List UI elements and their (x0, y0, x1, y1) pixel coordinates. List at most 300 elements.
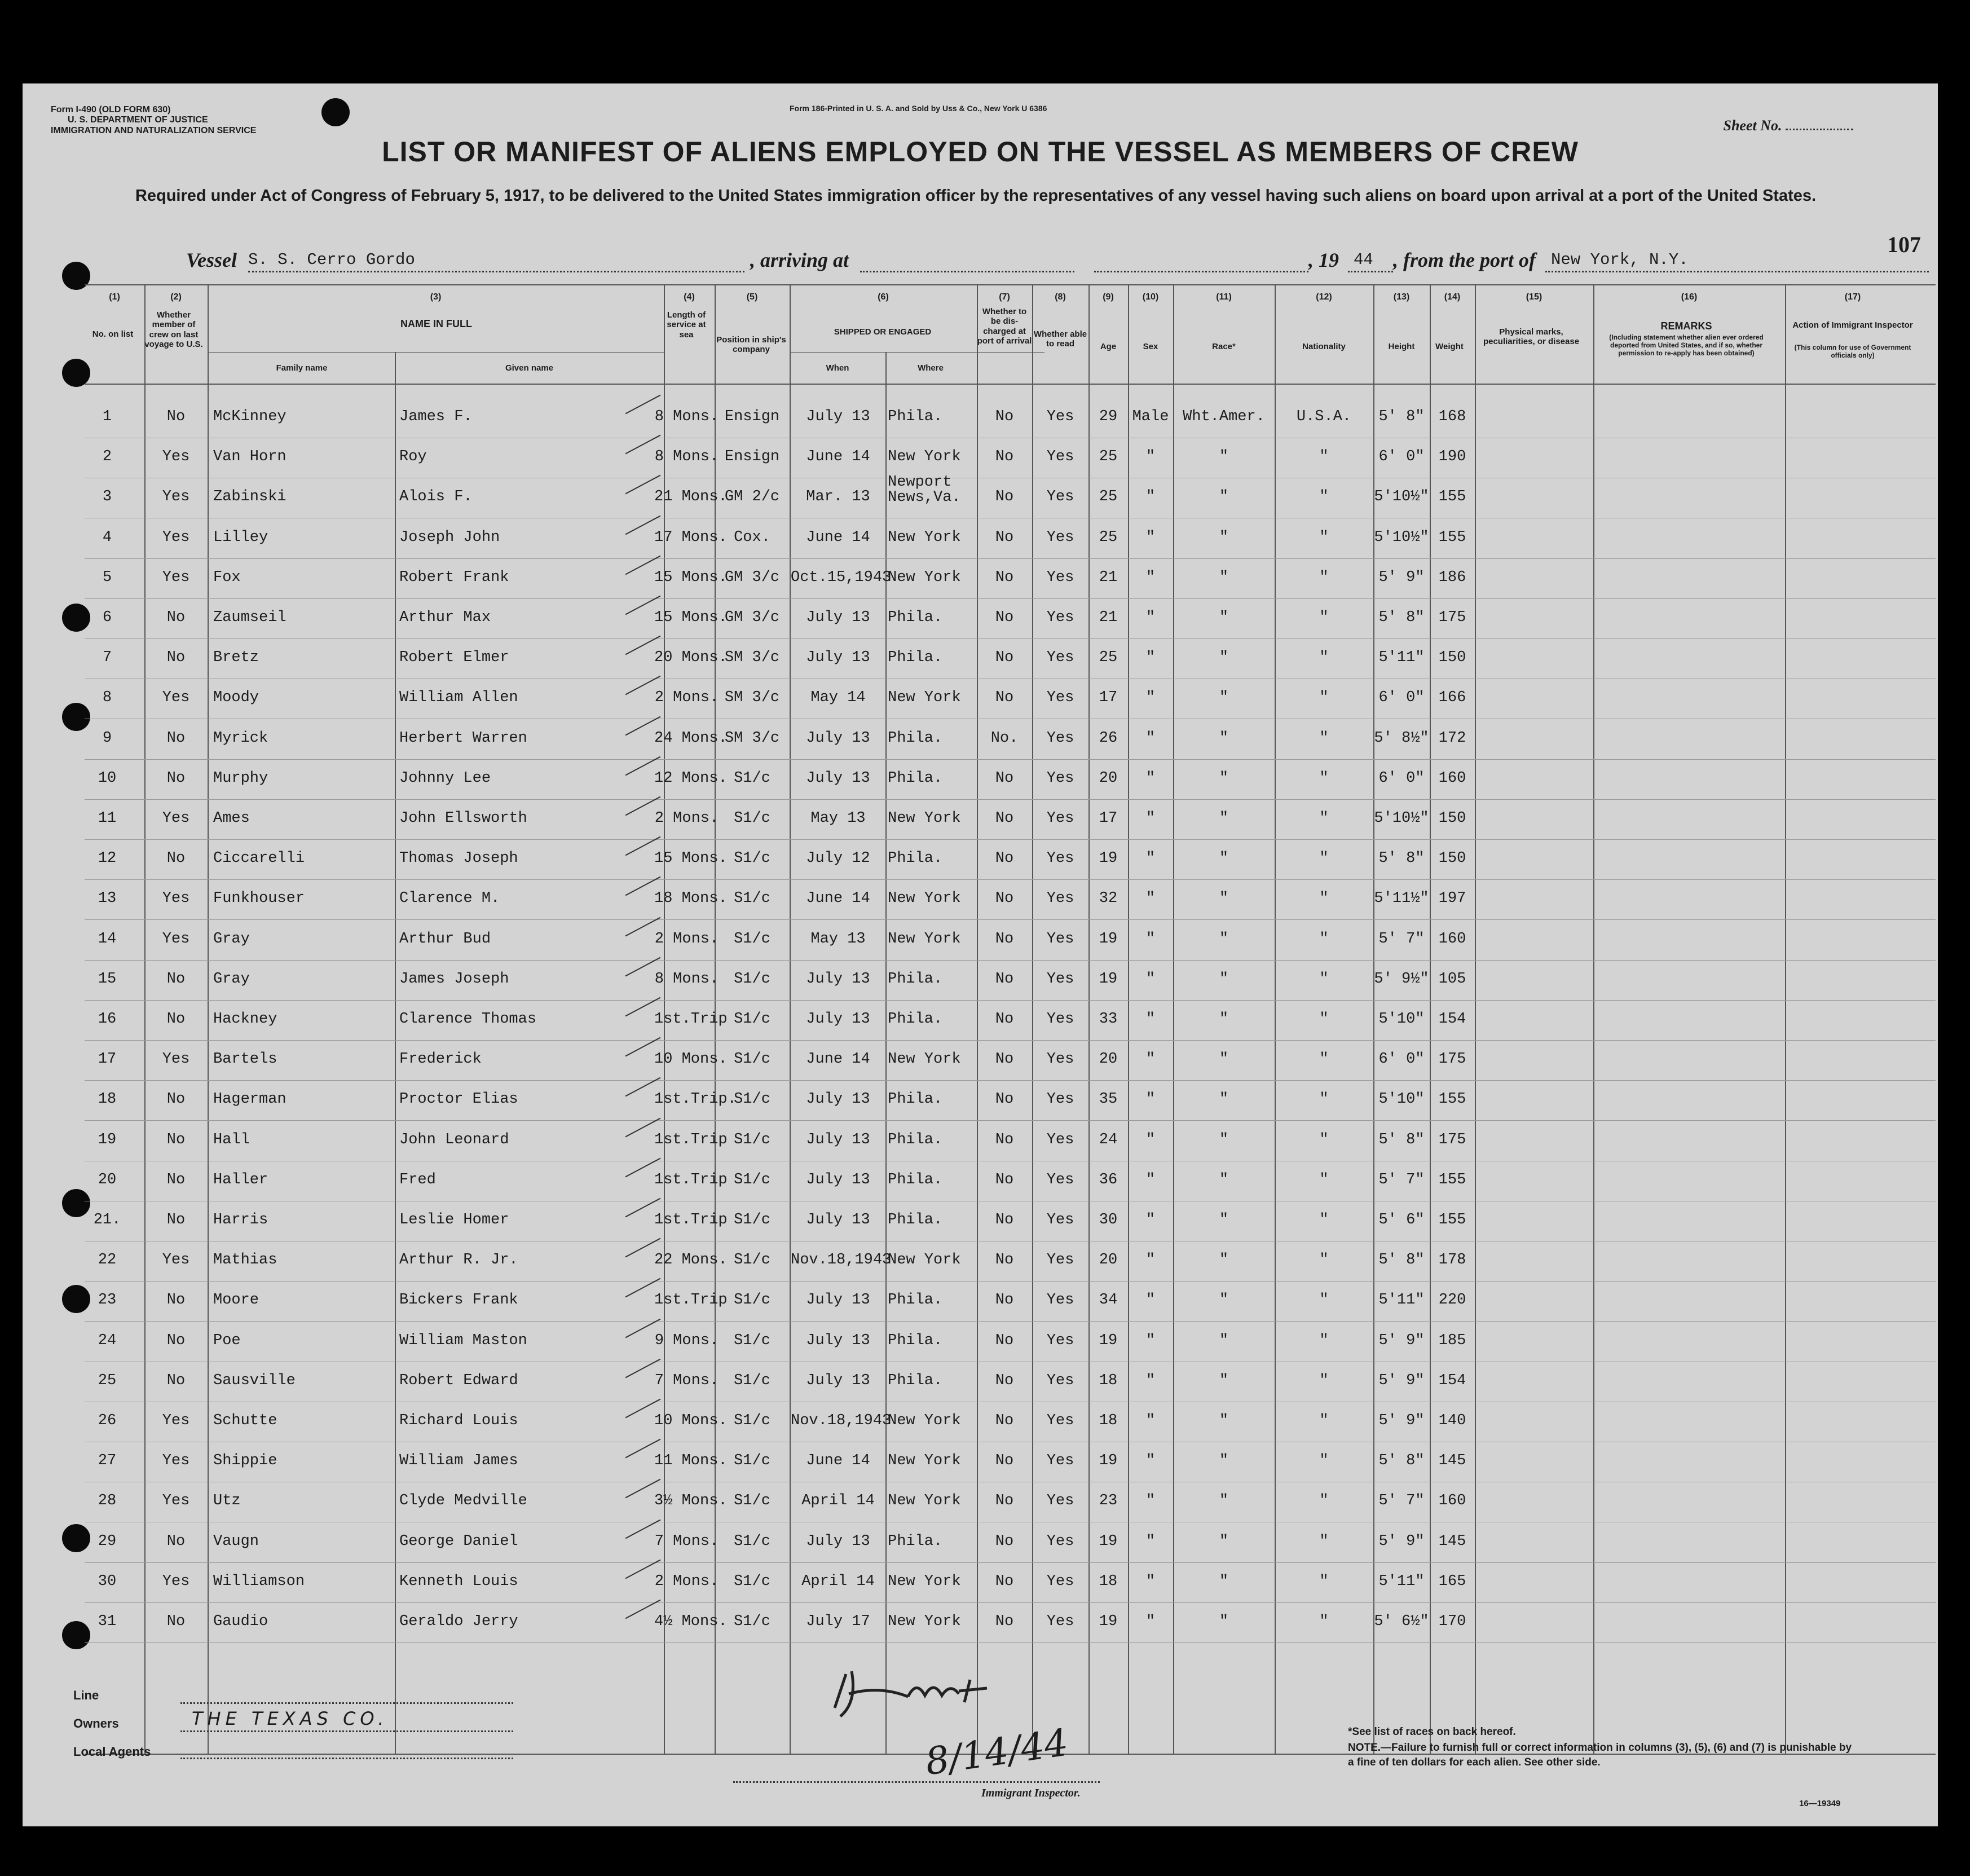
service-length-cell: 8 Mons. (654, 448, 719, 466)
weight-cell: 175 (1438, 1131, 1466, 1148)
able-to-read-cell: Yes (1046, 1452, 1074, 1470)
discharged-cell: No (995, 689, 1014, 707)
weight-cell: 155 (1438, 529, 1466, 546)
column-number: (1) (109, 292, 120, 302)
discharged-cell: No (995, 1091, 1014, 1108)
position-cell: Ensign (724, 408, 780, 425)
header-sex: Sex (1143, 342, 1158, 351)
discharged-cell: No (995, 1412, 1014, 1429)
discharged-cell: No (995, 1212, 1014, 1228)
age-cell: 21 (1099, 569, 1118, 586)
age-cell: 17 (1099, 810, 1118, 827)
header-action-note: (This column for use of Government officials only) (1794, 344, 1911, 359)
shipped-where-cell: Newport News,Va. (888, 474, 961, 507)
shipped-when-cell: April 14 (801, 1492, 875, 1510)
height-cell: 5' 9" (1378, 1332, 1425, 1349)
position-cell: S1/c (734, 810, 770, 827)
sex-cell: " (1145, 1171, 1156, 1188)
column-number: (6) (878, 292, 889, 302)
family-name-cell: Myrick (213, 729, 268, 747)
able-to-read-cell: Yes (1046, 1332, 1074, 1349)
sex-cell: " (1145, 810, 1156, 827)
able-to-read-cell: Yes (1046, 488, 1074, 506)
given-name-cell: Robert Elmer (399, 649, 509, 667)
family-name-cell: Moore (213, 1292, 259, 1309)
shipped-where-cell: Phila. (888, 729, 943, 747)
header-nationality: Nationality (1302, 342, 1346, 351)
weight-cell: 190 (1438, 448, 1466, 466)
discharged-cell: No (995, 488, 1014, 506)
weight-cell: 155 (1438, 1212, 1466, 1228)
discharged-cell: No (995, 1532, 1014, 1550)
row-divider (85, 558, 1936, 559)
sex-cell: " (1145, 1212, 1156, 1228)
shipped-where-cell: Phila. (888, 1091, 943, 1108)
position-cell: Cox. (734, 529, 770, 546)
shipped-when-cell: July 13 (806, 1131, 870, 1148)
height-cell: 5'11" (1378, 649, 1425, 667)
row-number: 1 (102, 408, 112, 425)
age-cell: 19 (1099, 1613, 1118, 1630)
discharged-cell: No (995, 1131, 1014, 1148)
weight-cell: 186 (1438, 569, 1466, 586)
shipped-when-cell: June 14 (806, 448, 870, 466)
shipped-where-cell: Phila. (888, 1212, 943, 1228)
shipped-where-cell: Phila. (888, 850, 943, 867)
shipped-when-cell: April 14 (801, 1573, 875, 1590)
family-name-cell: McKinney (213, 408, 287, 425)
given-name-cell: Clarence Thomas (399, 1011, 537, 1028)
name-sub-divider (209, 352, 664, 353)
able-to-read-cell: Yes (1046, 810, 1074, 827)
row-number: 26 (98, 1412, 117, 1429)
shipped-where-cell: New York (888, 890, 961, 908)
family-name-cell: Gaudio (213, 1613, 268, 1630)
discharged-cell: No (995, 769, 1014, 787)
race-cell: " (1219, 569, 1229, 586)
shipped-where-cell: New York (888, 1412, 961, 1429)
shipped-where-cell: Phila. (888, 970, 943, 988)
given-name-cell: Arthur R. Jr. (399, 1252, 518, 1269)
sex-cell: " (1145, 529, 1156, 546)
position-cell: GM 2/c (724, 488, 780, 506)
able-to-read-cell: Yes (1046, 1532, 1074, 1550)
given-name-cell: William Allen (399, 689, 518, 707)
given-name-cell: Fred (399, 1171, 436, 1188)
service-length-cell: 10 Mons. (654, 1412, 728, 1429)
shipped-when-cell: July 13 (806, 769, 870, 787)
able-to-read-cell: Yes (1046, 930, 1074, 948)
shipped-where-cell: New York (888, 1492, 961, 1510)
family-name-cell: Hackney (213, 1011, 277, 1028)
position-cell: S1/c (734, 1091, 770, 1108)
age-cell: 24 (1099, 1131, 1118, 1148)
family-name-cell: Mathias (213, 1252, 277, 1269)
crew-member-value: Yes (162, 488, 190, 506)
position-cell: SM 3/c (724, 649, 780, 667)
sex-cell: " (1145, 1613, 1156, 1630)
crew-member-value: No (166, 1532, 186, 1550)
discharged-cell: No (995, 1051, 1014, 1068)
age-cell: 19 (1099, 850, 1118, 867)
able-to-read-cell: Yes (1046, 1011, 1074, 1028)
nationality-cell: " (1319, 689, 1329, 707)
row-divider (85, 799, 1936, 800)
weight-cell: 155 (1438, 1091, 1466, 1108)
nationality-cell: " (1319, 1532, 1329, 1550)
sex-cell: " (1145, 890, 1156, 908)
race-cell: " (1219, 970, 1229, 988)
shipped-when-cell: Nov.18,1943 (791, 1412, 892, 1429)
shipped-where-cell: New York (888, 810, 961, 827)
race-cell: " (1219, 769, 1229, 787)
given-name-cell: James Joseph (399, 970, 509, 988)
column-number: (5) (746, 292, 758, 302)
crew-member-value: No (166, 1131, 186, 1148)
age-cell: 26 (1099, 729, 1118, 747)
row-number: 10 (98, 769, 117, 787)
shipped-where-cell: Phila. (888, 649, 943, 667)
crew-member-value: Yes (162, 689, 190, 707)
shipped-when-cell: Nov.18,1943 (791, 1252, 892, 1269)
height-cell: 5' 8½" (1374, 729, 1429, 747)
nationality-cell: " (1319, 1452, 1329, 1470)
nationality-cell: " (1319, 970, 1329, 988)
position-cell: S1/c (734, 1292, 770, 1309)
discharged-cell: No (995, 609, 1014, 626)
family-name-cell: Utz (213, 1492, 241, 1510)
position-cell: GM 3/c (724, 569, 780, 586)
crew-member-value: Yes (162, 1452, 190, 1470)
weight-cell: 172 (1438, 729, 1466, 747)
able-to-read-cell: Yes (1046, 850, 1074, 867)
footer-agents-label: Local Agents (73, 1745, 151, 1759)
row-number: 21. (93, 1212, 121, 1228)
position-cell: S1/c (734, 1252, 770, 1269)
column-number: (4) (684, 292, 695, 302)
family-name-cell: Shippie (213, 1452, 277, 1470)
height-cell: 5' 6½" (1374, 1613, 1429, 1630)
position-cell: S1/c (734, 1131, 770, 1148)
crew-member-value: No (166, 1332, 186, 1349)
row-number: 31 (98, 1613, 117, 1630)
shipped-when-cell: May 13 (810, 810, 866, 827)
nationality-cell: " (1319, 1011, 1329, 1028)
age-cell: 18 (1099, 1372, 1118, 1389)
row-number: 20 (98, 1171, 117, 1188)
crew-member-value: No (166, 1011, 186, 1028)
weight-cell: 197 (1438, 890, 1466, 908)
column-number: (3) (430, 292, 442, 302)
race-cell: " (1219, 1613, 1229, 1630)
shipped-when-cell: July 13 (806, 970, 870, 988)
row-number: 12 (98, 850, 117, 867)
year-value: 44 (1354, 250, 1373, 269)
shipped-when-cell: July 13 (806, 1171, 870, 1188)
crew-member-value: No (166, 1292, 186, 1309)
given-name-cell: John Ellsworth (399, 810, 527, 827)
service-length-cell: 2 Mons. (654, 1573, 719, 1590)
able-to-read-cell: Yes (1046, 689, 1074, 707)
weight-cell: 150 (1438, 810, 1466, 827)
weight-cell: 105 (1438, 970, 1466, 988)
column-number: (2) (170, 292, 182, 302)
position-cell: S1/c (734, 890, 770, 908)
family-name-cell: Murphy (213, 769, 268, 787)
sex-cell: " (1145, 1051, 1156, 1068)
service-length-cell: 12 Mons. (654, 769, 728, 787)
weight-cell: 160 (1438, 1492, 1466, 1510)
height-cell: 6' 0" (1378, 689, 1425, 707)
sex-cell: " (1145, 569, 1156, 586)
discharged-cell: No (995, 529, 1014, 546)
age-cell: 17 (1099, 689, 1118, 707)
position-cell: S1/c (734, 1011, 770, 1028)
family-name-cell: Poe (213, 1332, 241, 1349)
sex-cell: " (1145, 1252, 1156, 1269)
given-name-cell: Proctor Elias (399, 1091, 518, 1108)
discharged-cell: No (995, 448, 1014, 466)
service-length-cell: 10 Mons. (654, 1051, 728, 1068)
service-length-cell: 21 Mons. (654, 488, 728, 506)
able-to-read-cell: Yes (1046, 529, 1074, 546)
discharged-cell: No (995, 1011, 1014, 1028)
sex-cell: " (1145, 769, 1156, 787)
shipped-where-cell: Phila. (888, 1292, 943, 1309)
column-divider (1785, 284, 1786, 1754)
shipped-where-cell: New York (888, 529, 961, 546)
age-cell: 19 (1099, 1532, 1118, 1550)
given-name-cell: Frederick (399, 1051, 482, 1068)
race-cell: " (1219, 1171, 1229, 1188)
service-length-cell: 24 Mons. (654, 729, 728, 747)
race-cell: " (1219, 890, 1229, 908)
sex-cell: " (1145, 1332, 1156, 1349)
service-length-cell: 3½ Mons. (654, 1492, 728, 1510)
able-to-read-cell: Yes (1046, 769, 1074, 787)
row-number: 3 (102, 488, 112, 506)
column-number: (13) (1393, 292, 1410, 302)
given-name-cell: Clyde Medville (399, 1492, 527, 1510)
column-number: (12) (1316, 292, 1332, 302)
weight-cell: 150 (1438, 850, 1466, 867)
height-cell: 5' 7" (1378, 1171, 1425, 1188)
height-cell: 6' 0" (1378, 1051, 1425, 1068)
row-number: 11 (98, 810, 117, 827)
service-length-cell: 15 Mons. (654, 850, 728, 867)
crew-table (85, 284, 1936, 1754)
nationality-cell: " (1319, 930, 1329, 948)
sex-cell: " (1145, 1011, 1156, 1028)
form-id-line: U. S. DEPARTMENT OF JUSTICE (68, 115, 208, 125)
sex-cell: " (1145, 488, 1156, 506)
race-cell: " (1219, 1131, 1229, 1148)
header-action: Action of Immigrant Inspector (1792, 320, 1913, 330)
able-to-read-cell: Yes (1046, 649, 1074, 667)
row-number: 13 (98, 890, 117, 908)
shipped-when-cell: July 13 (806, 649, 870, 667)
manifest-sheet (23, 83, 1938, 1826)
nationality-cell: " (1319, 609, 1329, 626)
shipped-when-cell: July 13 (806, 729, 870, 747)
height-cell: 5' 9" (1378, 569, 1425, 586)
position-cell: S1/c (734, 1412, 770, 1429)
crew-member-value: No (166, 1212, 186, 1228)
header-race: Race* (1212, 342, 1236, 351)
column-number: (10) (1142, 292, 1159, 302)
family-name-cell: Sausville (213, 1372, 296, 1389)
service-length-cell: 1st.Trip. (654, 1091, 737, 1108)
vessel-line (186, 248, 1765, 276)
weight-cell: 145 (1438, 1452, 1466, 1470)
service-length-cell: 1st.Trip (654, 1131, 728, 1148)
header-age: Age (1100, 342, 1117, 351)
weight-cell: 178 (1438, 1252, 1466, 1269)
race-cell: " (1219, 1292, 1229, 1309)
nationality-cell: " (1319, 890, 1329, 908)
sex-cell: " (1145, 1372, 1156, 1389)
family-name-cell: Gray (213, 970, 250, 988)
row-number: 25 (98, 1372, 117, 1389)
shipped-where-cell: New York (888, 1452, 961, 1470)
position-cell: SM 3/c (724, 729, 780, 747)
race-cell: " (1219, 529, 1229, 546)
crew-member-value: Yes (162, 1252, 190, 1269)
weight-cell: 175 (1438, 1051, 1466, 1068)
discharged-cell: No (995, 890, 1014, 908)
service-length-cell: 4½ Mons. (654, 1613, 728, 1630)
family-name-cell: Moody (213, 689, 259, 707)
shipped-where-cell: New York (888, 1252, 961, 1269)
able-to-read-cell: Yes (1046, 1171, 1074, 1188)
shipped-sub-divider (790, 352, 1045, 353)
row-divider (85, 1120, 1936, 1121)
given-name-cell: Alois F. (399, 488, 473, 506)
discharged-cell: No (995, 1613, 1014, 1630)
race-cell: " (1219, 649, 1229, 667)
row-divider (85, 1000, 1936, 1001)
form-code: 16—19349 (1799, 1799, 1841, 1808)
vessel-value: S. S. Cerro Gordo (248, 250, 415, 269)
weight-cell: 220 (1438, 1292, 1466, 1309)
able-to-read-cell: Yes (1046, 448, 1074, 466)
footer-owners-value: THE TEXAS CO. (192, 1708, 389, 1729)
nationality-cell: " (1319, 488, 1329, 506)
sex-cell: " (1145, 1091, 1156, 1108)
row-number: 17 (98, 1051, 117, 1068)
shipped-when-cell: July 13 (806, 1292, 870, 1309)
shipped-when-cell: June 14 (806, 1051, 870, 1068)
given-name-cell: Herbert Warren (399, 729, 527, 747)
crew-member-value: No (166, 729, 186, 747)
nationality-cell: " (1319, 850, 1329, 867)
shipped-where-cell: Phila. (888, 408, 943, 425)
height-cell: 5'11" (1378, 1292, 1425, 1309)
position-cell: S1/c (734, 1171, 770, 1188)
family-name-cell: Bartels (213, 1051, 277, 1068)
header-remarks: REMARKS (1660, 320, 1712, 332)
family-name-cell: Schutte (213, 1412, 277, 1429)
inspector-label: Immigrant Inspector. (981, 1787, 1081, 1799)
nationality-cell: " (1319, 1051, 1329, 1068)
header-crew-member: Whether member of crew on last voyage to U.S. (144, 310, 203, 349)
row-divider (85, 879, 1936, 880)
family-name-cell: Hagerman (213, 1091, 287, 1108)
service-length-cell: 2 Mons. (654, 810, 719, 827)
shipped-when-cell: Mar. 13 (806, 488, 870, 506)
crew-member-value: No (166, 769, 186, 787)
position-cell: SM 3/c (724, 689, 780, 707)
shipped-where-cell: New York (888, 930, 961, 948)
position-cell: S1/c (734, 930, 770, 948)
able-to-read-cell: Yes (1046, 1131, 1074, 1148)
service-length-cell: 2 Mons. (654, 930, 719, 948)
discharged-cell: No (995, 1573, 1014, 1590)
able-to-read-cell: Yes (1046, 1492, 1074, 1510)
able-to-read-cell: Yes (1046, 408, 1074, 425)
weight-cell: 165 (1438, 1573, 1466, 1590)
age-cell: 19 (1099, 970, 1118, 988)
position-cell: S1/c (734, 1372, 770, 1389)
header-shipped: SHIPPED OR ENGAGED (834, 327, 932, 337)
given-name-cell: Bickers Frank (399, 1292, 518, 1309)
position-cell: GM 3/c (724, 609, 780, 626)
row-number: 23 (98, 1292, 117, 1309)
age-cell: 23 (1099, 1492, 1118, 1510)
header-weight: Weight (1435, 342, 1464, 351)
family-name-cell: Fox (213, 569, 241, 586)
crew-member-value: No (166, 1372, 186, 1389)
punch-hole (321, 98, 350, 126)
crew-member-value: No (166, 1171, 186, 1188)
crew-member-value: Yes (162, 448, 190, 466)
service-length-cell: 7 Mons. (654, 1532, 719, 1550)
column-number: (16) (1681, 292, 1698, 302)
signature-date: 8/14/44 (922, 1720, 1071, 1784)
crew-member-value: Yes (162, 810, 190, 827)
row-number: 22 (98, 1252, 117, 1269)
position-cell: S1/c (734, 1532, 770, 1550)
service-length-cell: 8 Mons. (654, 970, 719, 988)
discharged-cell: No (995, 810, 1014, 827)
nationality-cell: " (1319, 1292, 1329, 1309)
sex-cell: " (1145, 1452, 1156, 1470)
age-cell: 20 (1099, 1252, 1118, 1269)
age-cell: 18 (1099, 1412, 1118, 1429)
sex-cell: " (1145, 970, 1156, 988)
race-cell: " (1219, 1252, 1229, 1269)
column-number: (17) (1844, 292, 1861, 302)
header-family-name: Family name (276, 363, 328, 373)
column-number: (14) (1444, 292, 1461, 302)
header-name-in-full: NAME IN FULL (400, 318, 472, 329)
family-name-cell: Van Horn (213, 448, 287, 466)
able-to-read-cell: Yes (1046, 1372, 1074, 1389)
given-name-cell: Clarence M. (399, 890, 500, 908)
crew-member-value: No (166, 850, 186, 867)
discharged-cell: No (995, 569, 1014, 586)
nationality-cell: " (1319, 1091, 1329, 1108)
shipped-where-cell: New York (888, 1051, 961, 1068)
arriving-label: , arriving at (750, 249, 849, 271)
row-divider (85, 1040, 1936, 1041)
nationality-cell: " (1319, 1212, 1329, 1228)
age-cell: 19 (1099, 1452, 1118, 1470)
race-cell: " (1219, 1212, 1229, 1228)
row-number: 19 (98, 1131, 117, 1148)
race-cell: " (1219, 689, 1229, 707)
row-number: 24 (98, 1332, 117, 1349)
